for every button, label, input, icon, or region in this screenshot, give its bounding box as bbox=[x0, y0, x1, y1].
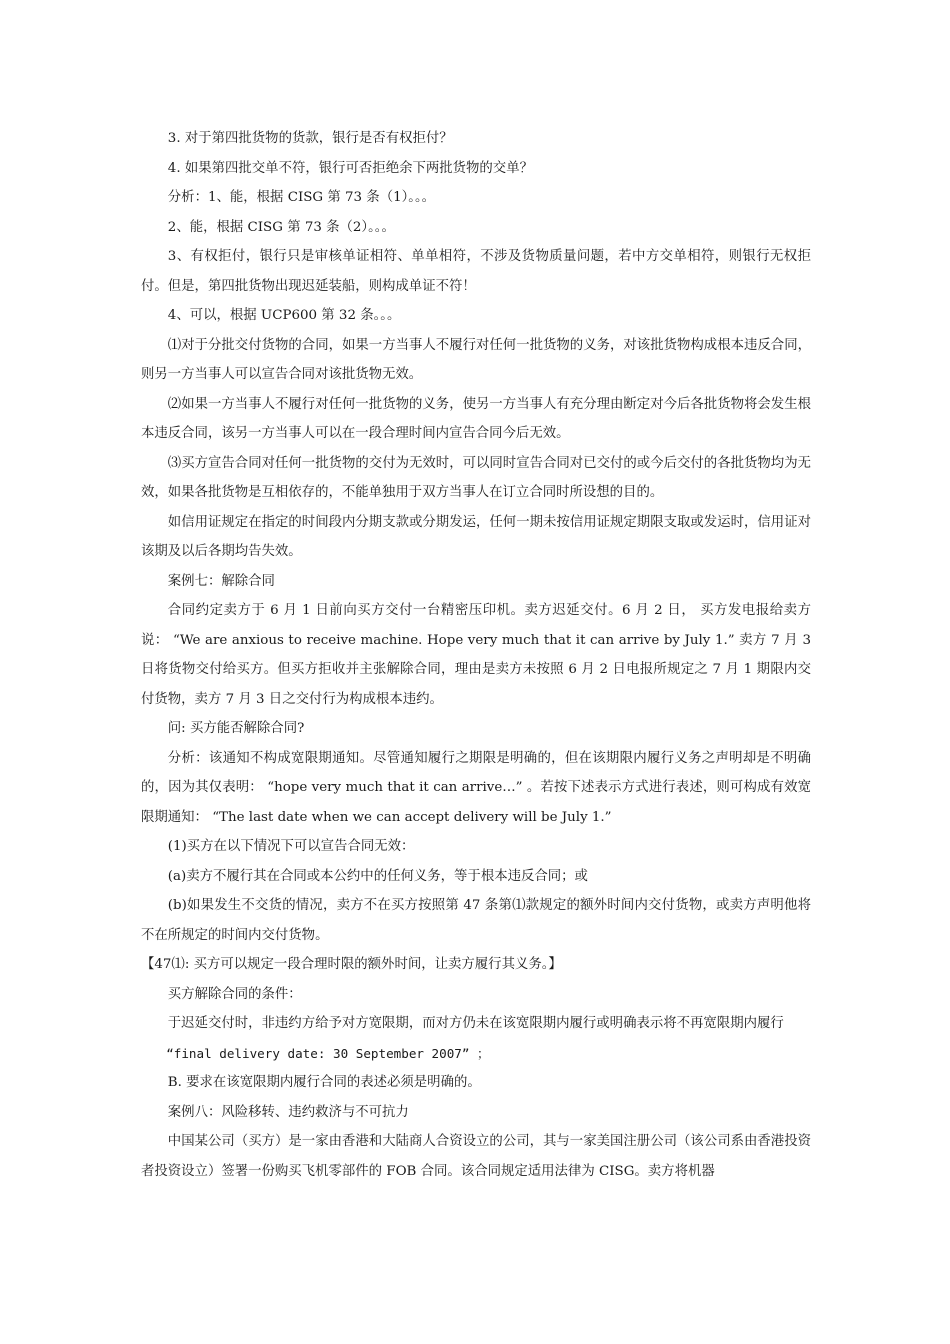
analysis-3: 3、有权拒付，银行只是审核单证相符、单单相符，不涉及货物质量问题，若中方交单相符，则银行无权拒付。但是，第四批货物出现迟延装船，则构成单证不符！ bbox=[141, 249, 811, 294]
avoidance-rule-a: (a)卖方不履行其在合同或本公约中的任何义务，等于根本违反合同；或 bbox=[167, 868, 588, 884]
article-47-note: 【47⑴: 买方可以规定一段合理时限的额外时间，让卖方履行其义务。】 bbox=[141, 957, 562, 972]
example-wording: “final delivery date: 30 September 2007” ； bbox=[166, 1045, 490, 1061]
lc-note: 如信用证规定在指定的时间段内分期支款或分期发运，任何一期未按信用证规定期限支取或发运时，信用证对该期及以后各期均告失效。 bbox=[141, 514, 811, 559]
clause-1: ⑴对于分批交付货物的合同，如果一方当事人不履行对任何一批货物的义务，对该批货物构成根本违反合同，则另一方当事人可以宣告合同对该批货物无效。 bbox=[141, 337, 811, 382]
question-4: 4. 如果第四批交单不符，银行可否拒绝余下两批货物的交单？ bbox=[167, 160, 533, 176]
clause-3: ⑶买方宣告合同对任何一批货物的交付为无效时，可以同时宣告合同对已交付的或今后交付的各批货物均为无效，如果各批货物是互相依存的，不能单独用于双方当事人在订立合同时所设想的目的。 bbox=[141, 455, 811, 500]
case-8-facts: 中国某公司（买方）是一家由香港和大陆商人合资设立的公司，其与一家美国注册公司（该公司系由香港投资者投资设立）签署一份购买飞机零部件的 FOB 合同。该合同规定适用法律为 CISG。卖方将机器 bbox=[141, 1134, 811, 1179]
analysis-1: 分析：1、能，根据 CISG 第 73 条（1）。。。 bbox=[167, 190, 436, 205]
question-3: 3. 对于第四批货物的货款，银行是否有权拒付？ bbox=[167, 131, 453, 146]
avoidance-rule-b: (b)如果发生不交货的情况，卖方不在买方按照第 47 条第⑴款规定的额外时间内交付货物，或卖方声明他将不在所规定的时间内交付货物。 bbox=[141, 898, 811, 943]
case-7-question: 问: 买方能否解除合同? bbox=[167, 721, 305, 736]
analysis-2: 2、能，根据 CISG 第 73 条（2）。。。 bbox=[167, 219, 395, 235]
case-8-heading: 案例八：风险移转、违约救济与不可抗力 bbox=[167, 1104, 409, 1120]
case-7-facts: 合同约定卖方于 6 月 1 日前向买方交付一台精密压印机。卖方迟延交付。6 月 2 日， 买方发电报给卖方说： “We are anxious to receive machine. Hope very much that it can arrive by July 1.” 卖方 7 月 3 日将货物交付给买方。但买方拒收并主张解除合同，理由是卖方未按照 6 月 2 日电报所规定之 7 月 1 期限内交付货物，卖方 7 月 3 日之交付行为构成根本违约。 bbox=[141, 603, 811, 707]
avoidance-condition-a: 于迟延交付时，非违约方给予对方宽限期，而对方仍未在该宽限期内履行或明确表示将不再宽限期内履行 bbox=[167, 1016, 784, 1031]
case-7-heading: 案例七：解除合同 bbox=[167, 573, 275, 589]
avoidance-condition-b: B. 要求在该宽限期内履行合同的表述必须是明确的。 bbox=[167, 1075, 481, 1090]
analysis-4: 4、可以，根据 UCP600 第 32 条。。。 bbox=[167, 308, 401, 323]
document-body bbox=[141, 124, 811, 1186]
clause-2: ⑵如果一方当事人不履行对任何一批货物的义务，使另一方当事人有充分理由断定对今后各批货物将会发生根本违反合同，该另一方当事人可以在一段合理时间内宣告合同今后无效。 bbox=[141, 396, 811, 441]
avoidance-rule: (1)买方在以下情况下可以宣告合同无效： bbox=[167, 839, 415, 854]
case-7-analysis: 分析：该通知不构成宽限期通知。尽管通知履行之期限是明确的，但在该期限内履行义务之声明却是不明确的，因为其仅表明： “hope very much that it can arrive…” 。若按下述表示方式进行表述，则可构成有效宽限期通知： “The last date when we can accept delivery will be July 1.” bbox=[141, 750, 811, 825]
avoidance-conditions-heading: 买方解除合同的条件： bbox=[167, 986, 302, 1002]
